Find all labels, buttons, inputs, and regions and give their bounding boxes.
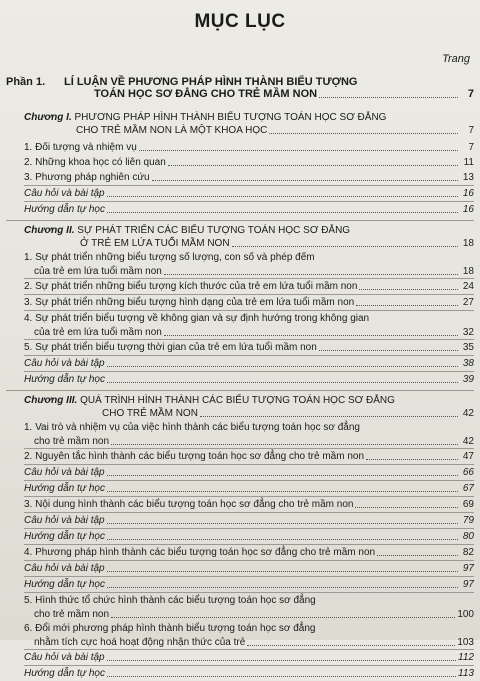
- entry-text: 3. Sự phát triển những biểu tượng hình dạng của trẻ em lứa tuổi mầm non: [24, 297, 355, 308]
- entry-text: cho trẻ mầm non: [34, 609, 110, 620]
- page-number: 27: [462, 297, 474, 308]
- dot-leader: [269, 133, 458, 134]
- dot-leader: [107, 212, 458, 213]
- entry-text: Câu hỏi và bài tập: [24, 467, 105, 478]
- entry-text: 5. Hình thức tổ chức hình thành các biểu tượng toán học sơ đẳng: [24, 595, 316, 606]
- page-number: 97: [462, 579, 474, 590]
- dot-leader: [319, 97, 458, 98]
- chapter-1-label: Chương I.: [24, 112, 72, 123]
- toc-entry: [24, 649, 474, 665]
- page-title: MỤC LỤC: [194, 11, 286, 32]
- entry-text: [24, 394, 395, 407]
- dot-leader: [107, 523, 458, 524]
- page-number: 18: [462, 266, 474, 277]
- entry-text: cho trẻ mầm non: [34, 436, 110, 447]
- chapter-3-label: Chương III.: [24, 395, 78, 406]
- page-number: 66: [462, 467, 474, 478]
- toc-entry: [24, 544, 474, 560]
- chapter-1-title-line1: PHƯƠNG PHÁP HÌNH THÀNH BIỂU TƯỢNG TOÁN HỌC SƠ ĐẲNG: [74, 112, 387, 123]
- entry-text: 4. Sự phát triển biểu tượng về không gian và sự định hướng trong không gian: [24, 313, 370, 324]
- entry-text: 1. Sự phát triển những biểu tượng số lượng, con số và phép đếm: [24, 252, 315, 263]
- chapter-2-page: 18: [462, 238, 474, 249]
- dot-leader: [107, 660, 456, 661]
- dot-leader: [377, 555, 458, 556]
- entry-text: 3. Nội dung hình thành các biểu tượng toán học sơ đẳng cho trẻ mầm non: [24, 499, 354, 510]
- chapter-1-title-line2: CHO TRẺ MẦM NON LÀ MỘT KHOA HỌC: [76, 125, 268, 136]
- entry-text: 5. Sự phát triển biểu tượng thời gian của trẻ em lứa tuổi mầm non: [24, 342, 317, 353]
- chapter-1-page: 7: [468, 125, 474, 136]
- chapter-3-page: 42: [462, 408, 474, 419]
- toc-entry: [24, 448, 474, 464]
- dot-leader: [107, 382, 458, 383]
- toc-entry: [24, 155, 474, 170]
- entry-text: 4. Phương pháp hình thành các biểu tượng toán học sơ đẳng cho trẻ mầm non: [24, 547, 376, 558]
- chapter-2-label: Chương II.: [24, 225, 75, 236]
- page-number: 112: [458, 652, 474, 663]
- chapter-3-title-line1: QUÁ TRÌNH HÌNH THÀNH CÁC BIỂU TƯỢNG TOÁN HỌC SƠ ĐẲNG: [80, 395, 395, 406]
- page-column-label: Trang: [442, 53, 470, 65]
- toc-entry: [24, 621, 474, 636]
- entry-text: Hướng dẫn tự học: [24, 483, 105, 494]
- entry-text: Câu hỏi và bài tập: [24, 358, 105, 369]
- entry-text: của trẻ em lứa tuổi mầm non: [34, 327, 162, 338]
- dot-leader: [107, 366, 458, 367]
- page-number: 24: [462, 281, 474, 292]
- page-number: 13: [462, 172, 474, 183]
- page-number: 100: [457, 609, 474, 620]
- entry-text: [24, 111, 386, 124]
- entry-text: Hướng dẫn tự học: [24, 204, 105, 215]
- dot-leader: [107, 587, 458, 588]
- toc-entry: [24, 480, 474, 496]
- toc-entry: [24, 170, 474, 185]
- toc-entry: [24, 250, 474, 265]
- dot-leader: [107, 475, 458, 476]
- page-number: 47: [462, 451, 474, 462]
- chapter-2-title-line2: Ở TRẺ EM LỨA TUỔI MẦM NON: [80, 238, 230, 249]
- dot-leader: [355, 507, 458, 508]
- toc-entry: [24, 355, 474, 371]
- part-1-title-line1: LÍ LUẬN VỀ PHƯƠNG PHÁP HÌNH THÀNH BIỂU TƯỢNG: [64, 76, 358, 88]
- entry-text: Câu hỏi và bài tập: [24, 563, 105, 574]
- page-number: 97: [462, 563, 474, 574]
- toc-entry: [24, 576, 474, 592]
- entry-text: 2. Nguyên tắc hình thành các biểu tượng toán học sơ đẳng cho trẻ mầm non: [24, 451, 365, 462]
- toc-entry: [24, 665, 474, 681]
- toc-entry: [24, 496, 474, 512]
- entry-text: Câu hỏi và bài tập: [24, 652, 105, 663]
- dot-leader: [107, 491, 458, 492]
- toc-entry: [24, 278, 474, 294]
- toc-entry: [24, 294, 474, 310]
- page-number: 79: [462, 515, 474, 526]
- entry-text: 3. Phương pháp nghiên cứu: [24, 172, 150, 183]
- dot-leader: [107, 196, 458, 197]
- dot-leader: [164, 335, 458, 336]
- toc-entry: [24, 528, 474, 544]
- toc-entry: [24, 140, 474, 155]
- entry-text: 1. Đối tượng và nhiệm vụ: [24, 142, 137, 153]
- toc-entry: [24, 339, 474, 355]
- chapter-3-title-line2: CHO TRẺ MẦM NON: [102, 408, 198, 419]
- chapter-1-heading: [6, 111, 474, 137]
- toc-entry: [24, 512, 474, 528]
- dot-leader: [111, 617, 455, 618]
- part-1-label: Phần 1.: [6, 76, 46, 88]
- dot-leader: [319, 350, 458, 351]
- page-number: 38: [462, 358, 474, 369]
- page-number: 16: [462, 204, 474, 215]
- dot-leader: [107, 571, 458, 572]
- dot-leader: [168, 165, 458, 166]
- dot-leader: [232, 246, 458, 247]
- page-number: 113: [458, 668, 474, 679]
- toc-entry: [24, 310, 474, 326]
- entry-text: 1. Vai trò và nhiệm vụ của việc hình thành các biểu tượng toán học sơ đẳng: [24, 422, 360, 433]
- toc-entry: [24, 592, 474, 608]
- page-number: 67: [462, 483, 474, 494]
- dot-leader: [366, 459, 458, 460]
- dot-leader: [247, 645, 455, 646]
- page-number: 42: [462, 436, 474, 447]
- dot-leader: [107, 676, 456, 677]
- toc-entry: [24, 185, 474, 201]
- chapter-2-title-line1: SỰ PHÁT TRIỂN CÁC BIỂU TƯỢNG TOÁN HỌC SƠ ĐẲNG: [77, 225, 351, 236]
- toc-entry: [24, 371, 474, 387]
- toc-entry: [24, 560, 474, 576]
- toc-entry: [24, 420, 474, 435]
- dot-leader: [111, 444, 458, 445]
- entry-text: Hướng dẫn tự học: [24, 668, 105, 679]
- entry-text: nhằm tích cực hoá hoạt động nhận thức của trẻ: [34, 637, 246, 648]
- dot-leader: [359, 289, 458, 290]
- toc-entry: [24, 201, 474, 217]
- chapter-3-heading: [6, 390, 474, 420]
- dot-leader: [107, 539, 458, 540]
- chapter-2-heading: [6, 220, 474, 250]
- page-number: 69: [462, 499, 474, 510]
- page-number: 35: [462, 342, 474, 353]
- page-number: 103: [457, 637, 474, 648]
- page-number: 7: [468, 142, 474, 153]
- dot-leader: [139, 150, 458, 151]
- dot-leader: [356, 305, 458, 306]
- dot-leader: [200, 416, 458, 417]
- entry-text: 2. Sự phát triển những biểu tượng kích thước của trẻ em lứa tuổi mầm non: [24, 281, 358, 292]
- entry-text: Hướng dẫn tự học: [24, 579, 105, 590]
- entry-text: 2. Những khoa học có liên quan: [24, 157, 166, 168]
- part-1-page: 7: [467, 88, 474, 100]
- dot-leader: [164, 274, 458, 275]
- page-number: 39: [462, 374, 474, 385]
- page-number: 16: [462, 188, 474, 199]
- page-number: 32: [462, 327, 474, 338]
- entry-text: [24, 224, 350, 237]
- part-1-heading: [6, 76, 474, 101]
- page-number: 80: [462, 531, 474, 542]
- entry-text: Câu hỏi và bài tập: [24, 188, 105, 199]
- toc-entry: [24, 464, 474, 480]
- dot-leader: [152, 180, 458, 181]
- entry-text: Hướng dẫn tự học: [24, 374, 105, 385]
- page-number: 82: [462, 547, 474, 558]
- entry-text: của trẻ em lứa tuổi mầm non: [34, 266, 162, 277]
- entry-text: Câu hỏi và bài tập: [24, 515, 105, 526]
- entry-text: 6. Đổi mới phương pháp hình thành biểu tượng toán học sơ đẳng: [24, 623, 316, 634]
- page-number: 11: [463, 157, 474, 168]
- part-1-title-line2: TOÁN HỌC SƠ ĐẲNG CHO TRẺ MẦM NON: [94, 88, 318, 100]
- entry-text: Hướng dẫn tự học: [24, 531, 105, 542]
